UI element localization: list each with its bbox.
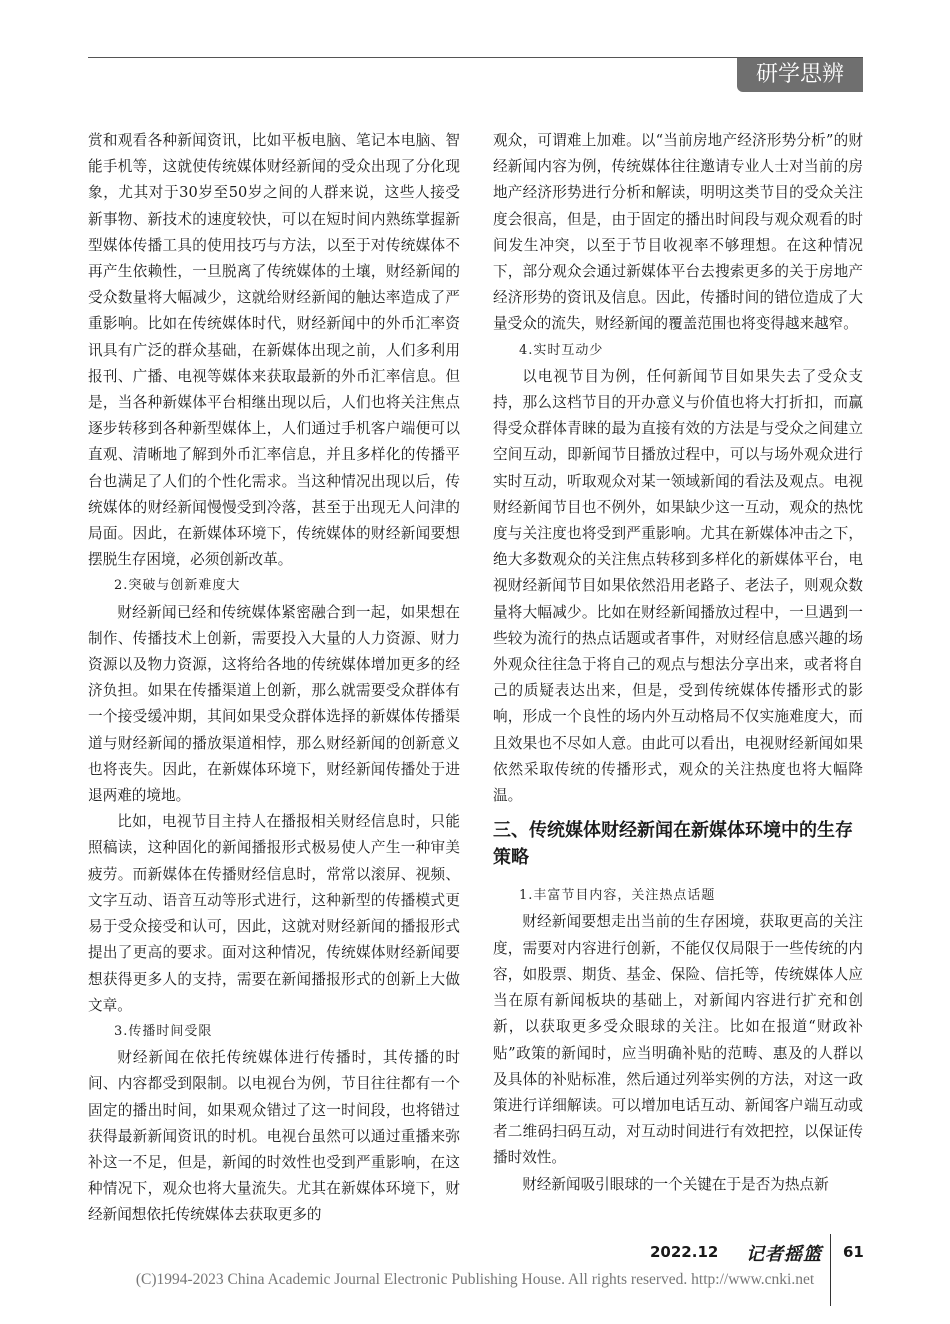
paragraph: 观众，可谓难上加难。以“当前房地产经济形势分析”的财经新闻内容为例，传统媒体往往邀请专业人士对当前的房地产经济形势进行分析和解读，明明这类节目的受众关注度会很高，但是，由于固定的播出时间段与观众观看的时间发生冲突，以至于节目收视率不够理想。在这种情况下，部分观众会通过新媒体平台去搜索更多的关于房地产经济形势的资讯及信息。因此，传播时间的错位造成了大量受众的流失，财经新闻的覆盖范围也将变得越来越窄。 bbox=[493, 132, 863, 333]
copyright-notice: (C)1994-2023 China Academic Journal Electronic Publishing House. All rights reserved. http://www.cnki.net bbox=[135, 1271, 815, 1288]
paragraph: 以电视节目为例，任何新闻节目如果失去了受众支持，那么这档节目的开办意义与价值也将大打折扣，而赢得受众群体青睐的最为直接有效的方法是与受众之间建立空间互动，即新闻节目播放过程中，可以与场外观众进行实时互动，听取观众对某一领域新闻的看法及观点。电视财经新闻节目也不例外，如果缺少这一互动，观众的热忱度与关注度也将受到严重影响。尤其在新媒体冲击之下，绝大多数观众的关注焦点转移到多样化的新媒体平台，电视财经新闻节目如果依然沿用老路子、老法子，则观众数量将大幅减少。比如在财经新闻播放过程中，一旦遇到一些较为流行的热点话题或者事件，对财经信息感兴趣的场外观众往往急于将自己的观点与想法分享出来，或者将自己的质疑表达出来，但是，受到传统媒体传播形式的影响，形成一个良性的场内外互动格局不仅实施难度大，而且效果也不尽如人意。由此可以看出，电视财经新闻如果依然采取传统的传播形式，观众的关注热度也将大幅降温。 bbox=[493, 367, 863, 805]
paragraph: 财经新闻在依托传统媒体进行传播时，其传播的时间、内容都受到限制。以电视台为例，节目往往都有一个固定的播出时间，如果观众错过了这一时间段，也将错过获得最新新闻资讯的时机。电视台虽然可以通过重播来弥补这一不足，但是，新闻的时效性也受到严重影响，在这种情况下，观众也将大量流失。尤其在新媒体环境下，财经新闻想依托传统媒体去获取更多的 bbox=[88, 1049, 460, 1224]
left-column bbox=[88, 128, 460, 1229]
subsection-title: 1.丰富节目内容，关注热点话题 bbox=[519, 888, 716, 904]
page-number: 61 bbox=[843, 1243, 864, 1261]
section-tag: 研学思辨 bbox=[737, 58, 863, 92]
right-column bbox=[493, 128, 863, 1198]
paragraph: 财经新闻要想走出当前的生存困境，获取更高的关注度，需要对内容进行创新，不能仅仅局限于一些传统的内容，如股票、期货、基金、保险、信托等，传统媒体人应当在原有新闻板块的基础上，对新闻内容进行扩充和创新，以获取更多受众眼球的关注。比如在报道“财政补贴”政策的新闻时，应当明确补贴的范畴、惠及的人群以及具体的补贴标准，然后通过列举实例的方法，对这一政策进行详细解读。可以增加电话互动、新闻客户端互动或者二维码扫码互动，对互动时间进行有效把控，以保证传播时效性。 bbox=[493, 913, 863, 1167]
subsection-title: 2.突破与创新难度大 bbox=[114, 578, 241, 594]
issue-date: 2022.12 bbox=[650, 1243, 719, 1261]
footer-divider bbox=[830, 1234, 831, 1306]
subsection-title: 3.传播时间受限 bbox=[114, 1023, 213, 1039]
journal-logo: 记者摇篮 bbox=[746, 1244, 822, 1265]
subsection-title: 4.实时互动少 bbox=[519, 342, 604, 358]
paragraph: 比如，电视节目主持人在播报相关财经信息时，只能照稿读，这种固化的新闻播报形式极易使人产生一种审美疲劳。而新媒体在传播财经信息时，常常以滚屏、视频、文字互动、语音互动等形式进行，这种新型的传播模式更易于受众接受和认可，因此，这就对财经新闻的播报形式提出了更高的要求。面对这种情况，传统媒体财经新闻要想获得更多人的支持，需要在新闻播报形式的创新上大做文章。 bbox=[88, 813, 460, 1014]
paragraph: 财经新闻已经和传统媒体紧密融合到一起，如果想在制作、传播技术上创新，需要投入大量的人力资源、财力资源以及物力资源，这将给各地的传统媒体增加更多的经济负担。如果在传播渠道上创新，那么就需要受众群体有一个接受缓冲期，其间如果受众群体选择的新媒体传播渠道与财经新闻的播放渠道相悖，那么财经新闻的创新意义也将丧失。因此，在新媒体环境下，财经新闻传播处于进退两难的境地。 bbox=[88, 603, 460, 805]
section-heading: 三、传统媒体财经新闻在新媒体环境中的生存策略 bbox=[493, 820, 853, 869]
paragraph: 财经新闻吸引眼球的一个关键在于是否为热点新 bbox=[522, 1175, 829, 1193]
paragraph: 赏和观看各种新闻资讯，比如平板电脑、笔记本电脑、智能手机等，这就使传统媒体财经新闻的受众出现了分化现象，尤其对于30岁至50岁之间的人群来说，这些人接受新事物、新技术的速度较快，可以在短时间内熟练掌握新型媒体传播工具的使用技巧与方法，以至于对传统媒体不再产生依赖性，一旦脱离了传统媒体的土壤，财经新闻的受众数量将大幅减少，这就给财经新闻的触达率造成了严重影响。比如在传统媒体时代，财经新闻中的外币汇率资讯具有广泛的群众基础，在新媒体出现之前，人们多利用报刊、广播、电视等媒体来获取最新的外币汇率信息。但是，当各种新媒体平台相继出现以后，人们也将关注焦点逐步转移到各种新型媒体上，人们通过手机客户端便可以直观、清晰地了解到外币汇率信息，并且多样化的传播平台也满足了人们的个性化需求。当这种情况出现以后，传统媒体的财经新闻慢慢受到冷落，甚至于出现无人问津的局面。因此，在新媒体环境下，传统媒体的财经新闻要想摆脱生存困境，必须创新改革。 bbox=[88, 132, 460, 569]
